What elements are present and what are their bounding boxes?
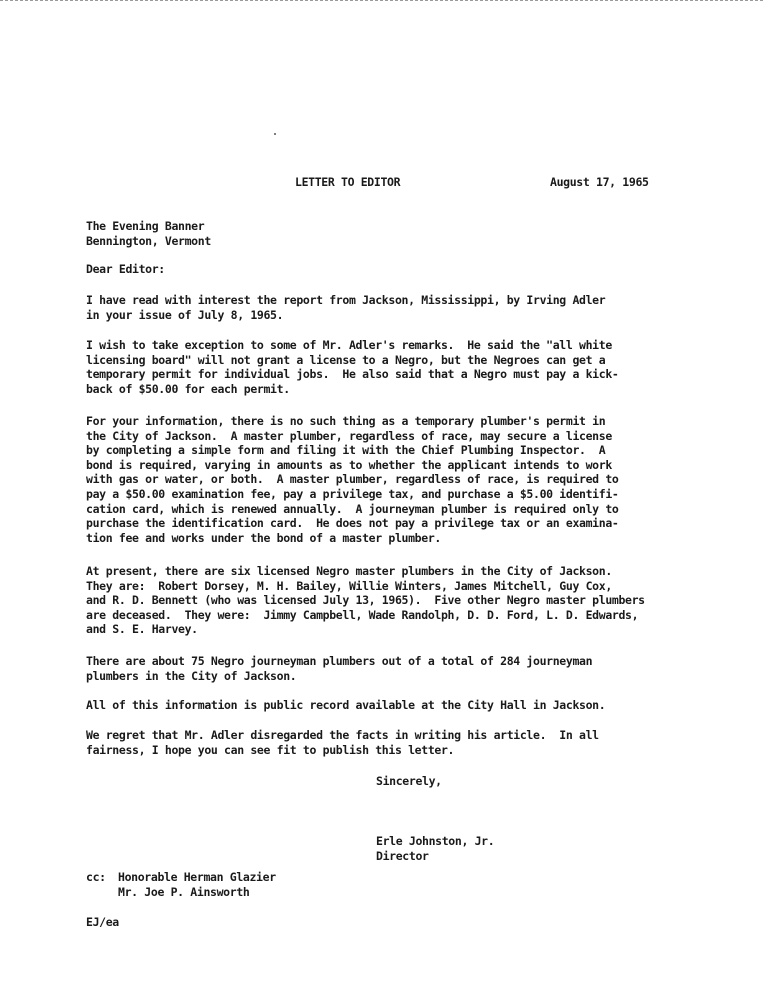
paragraph-line: I wish to take exception to some of Mr. Adler's remarks. He said the "all white (86, 338, 612, 352)
paragraph-line: by completing a simple form and filing it with the Chief Plumbing Inspector. A (86, 443, 606, 458)
paragraph-line: fairness, I hope you can see fit to publish this letter. (86, 742, 455, 757)
letter-date: August 17, 1965 (550, 175, 649, 189)
paragraph-1 (86, 293, 726, 322)
paragraph-line: temporary permit for individual jobs. He also said that a Negro must pay a kick- (86, 367, 619, 382)
salutation-text: Dear Editor: (86, 262, 165, 276)
addressee-line: The Evening Banner (86, 219, 205, 233)
paragraph-line: the City of Jackson. A master plumber, regardless of race, may secure a license (86, 428, 612, 443)
paragraph-line: licensing board" will not grant a license to a Negro, but the Negroes can get a (86, 352, 606, 367)
paragraph-line: All of this information is public record available at the City Hall in Jackson. (86, 698, 606, 712)
paragraph-line: I have read with interest the report from Jackson, Mississippi, by Irving Adler (86, 293, 606, 307)
paragraph-line: plumbers in the City of Jackson. (86, 668, 297, 683)
paragraph-line: are deceased. They were: Jimmy Campbell, Wade Randolph, D. D. Ford, L. D. Edwards, (86, 607, 639, 622)
addressee-block (86, 219, 726, 248)
signer-title: Director (376, 849, 429, 863)
cc-label: cc: (86, 870, 106, 884)
paragraph-line: purchase the identification card. He does not pay a privilege tax or an examina- (86, 516, 619, 531)
paragraph-line: and S. E. Harvey. (86, 622, 198, 637)
paragraph-2 (86, 338, 726, 396)
paragraph-line: For your information, there is no such thing as a temporary plumber's permit in (86, 414, 606, 428)
paragraph-line: At present, there are six licensed Negro master plumbers in the City of Jackson. (86, 564, 612, 578)
paragraph-line: pay a $50.00 examination fee, pay a privilege tax, and purchase a $5.00 identifi- (86, 486, 619, 501)
signer-name: Erle Johnston, Jr. (376, 834, 495, 848)
typist-initials: EJ/ea (86, 915, 119, 929)
cc-recipient: Mr. Joe P. Ainsworth (118, 885, 250, 899)
paragraph-line: cation card, which is renewed annually. A journeyman plumber is required only to (86, 501, 619, 516)
paragraph-line: They are: Robert Dorsey, M. H. Bailey, Willie Winters, James Mitchell, Guy Cox, (86, 578, 612, 593)
letter-title: LETTER TO EDITOR (295, 175, 401, 189)
closing: Sincerely, (376, 774, 442, 788)
paragraph-line: and R. D. Bennett (who was licensed July 13, 1965). Five other Negro master plumbers (86, 593, 645, 608)
paragraph-6 (86, 698, 726, 713)
addressee-line: Bennington, Vermont (86, 233, 211, 248)
paragraph-line: bond is required, varying in amounts as to whether the applicant intends to work (86, 457, 612, 472)
paragraph-line: There are about 75 Negro journeyman plumbers out of a total of 284 journeyman (86, 654, 593, 668)
paragraph-5 (86, 654, 726, 683)
paragraph-line: We regret that Mr. Adler disregarded the facts in writing his article. In all (86, 728, 599, 742)
cc-recipient: Honorable Herman Glazier (118, 870, 276, 884)
salutation (86, 262, 726, 277)
paragraph-line: back of $50.00 for each permit. (86, 381, 290, 396)
paragraph-3 (86, 414, 726, 545)
paragraph-7 (86, 728, 726, 757)
paper-speck (274, 133, 276, 135)
paragraph-4 (86, 564, 726, 637)
paragraph-line: tion fee and works under the bond of a master plumber. (86, 530, 441, 545)
paragraph-line: with gas or water, or both. A master plumber, regardless of race, is required to (86, 472, 619, 487)
page-top-edge (0, 0, 763, 7)
paragraph-line: in your issue of July 8, 1965. (86, 307, 284, 322)
